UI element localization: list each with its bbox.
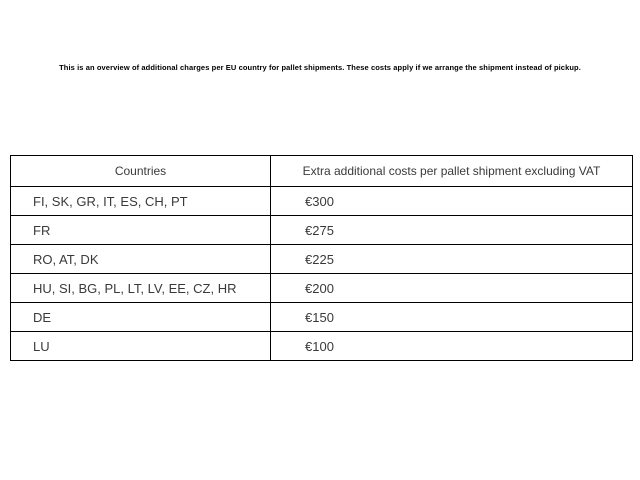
cost-cell: €275 [271,216,633,245]
countries-cell: FI, SK, GR, IT, ES, CH, PT [11,187,271,216]
cost-cell: €100 [271,332,633,361]
charges-table [10,155,633,361]
countries-header-cell: Countries [11,156,271,187]
table-row [11,187,633,216]
cost-cell: €300 [271,187,633,216]
countries-cell: RO, AT, DK [11,245,271,274]
cost-cell: €225 [271,245,633,274]
page-note: This is an overview of additional charges per EU country for pallet shipments. These costs apply if we arrange the shipment instead of pickup. [59,63,581,72]
countries-cell: FR [11,216,271,245]
countries-cell: DE [11,303,271,332]
table-row [11,303,633,332]
countries-cell: LU [11,332,271,361]
countries-cell: HU, SI, BG, PL, LT, LV, EE, CZ, HR [11,274,271,303]
table-header-row [11,156,633,187]
costs-header-cell: Extra additional costs per pallet shipment excluding VAT [271,156,633,187]
table-row [11,216,633,245]
table-row [11,245,633,274]
table-row [11,332,633,361]
cost-cell: €150 [271,303,633,332]
cost-cell: €200 [271,274,633,303]
table-row [11,274,633,303]
